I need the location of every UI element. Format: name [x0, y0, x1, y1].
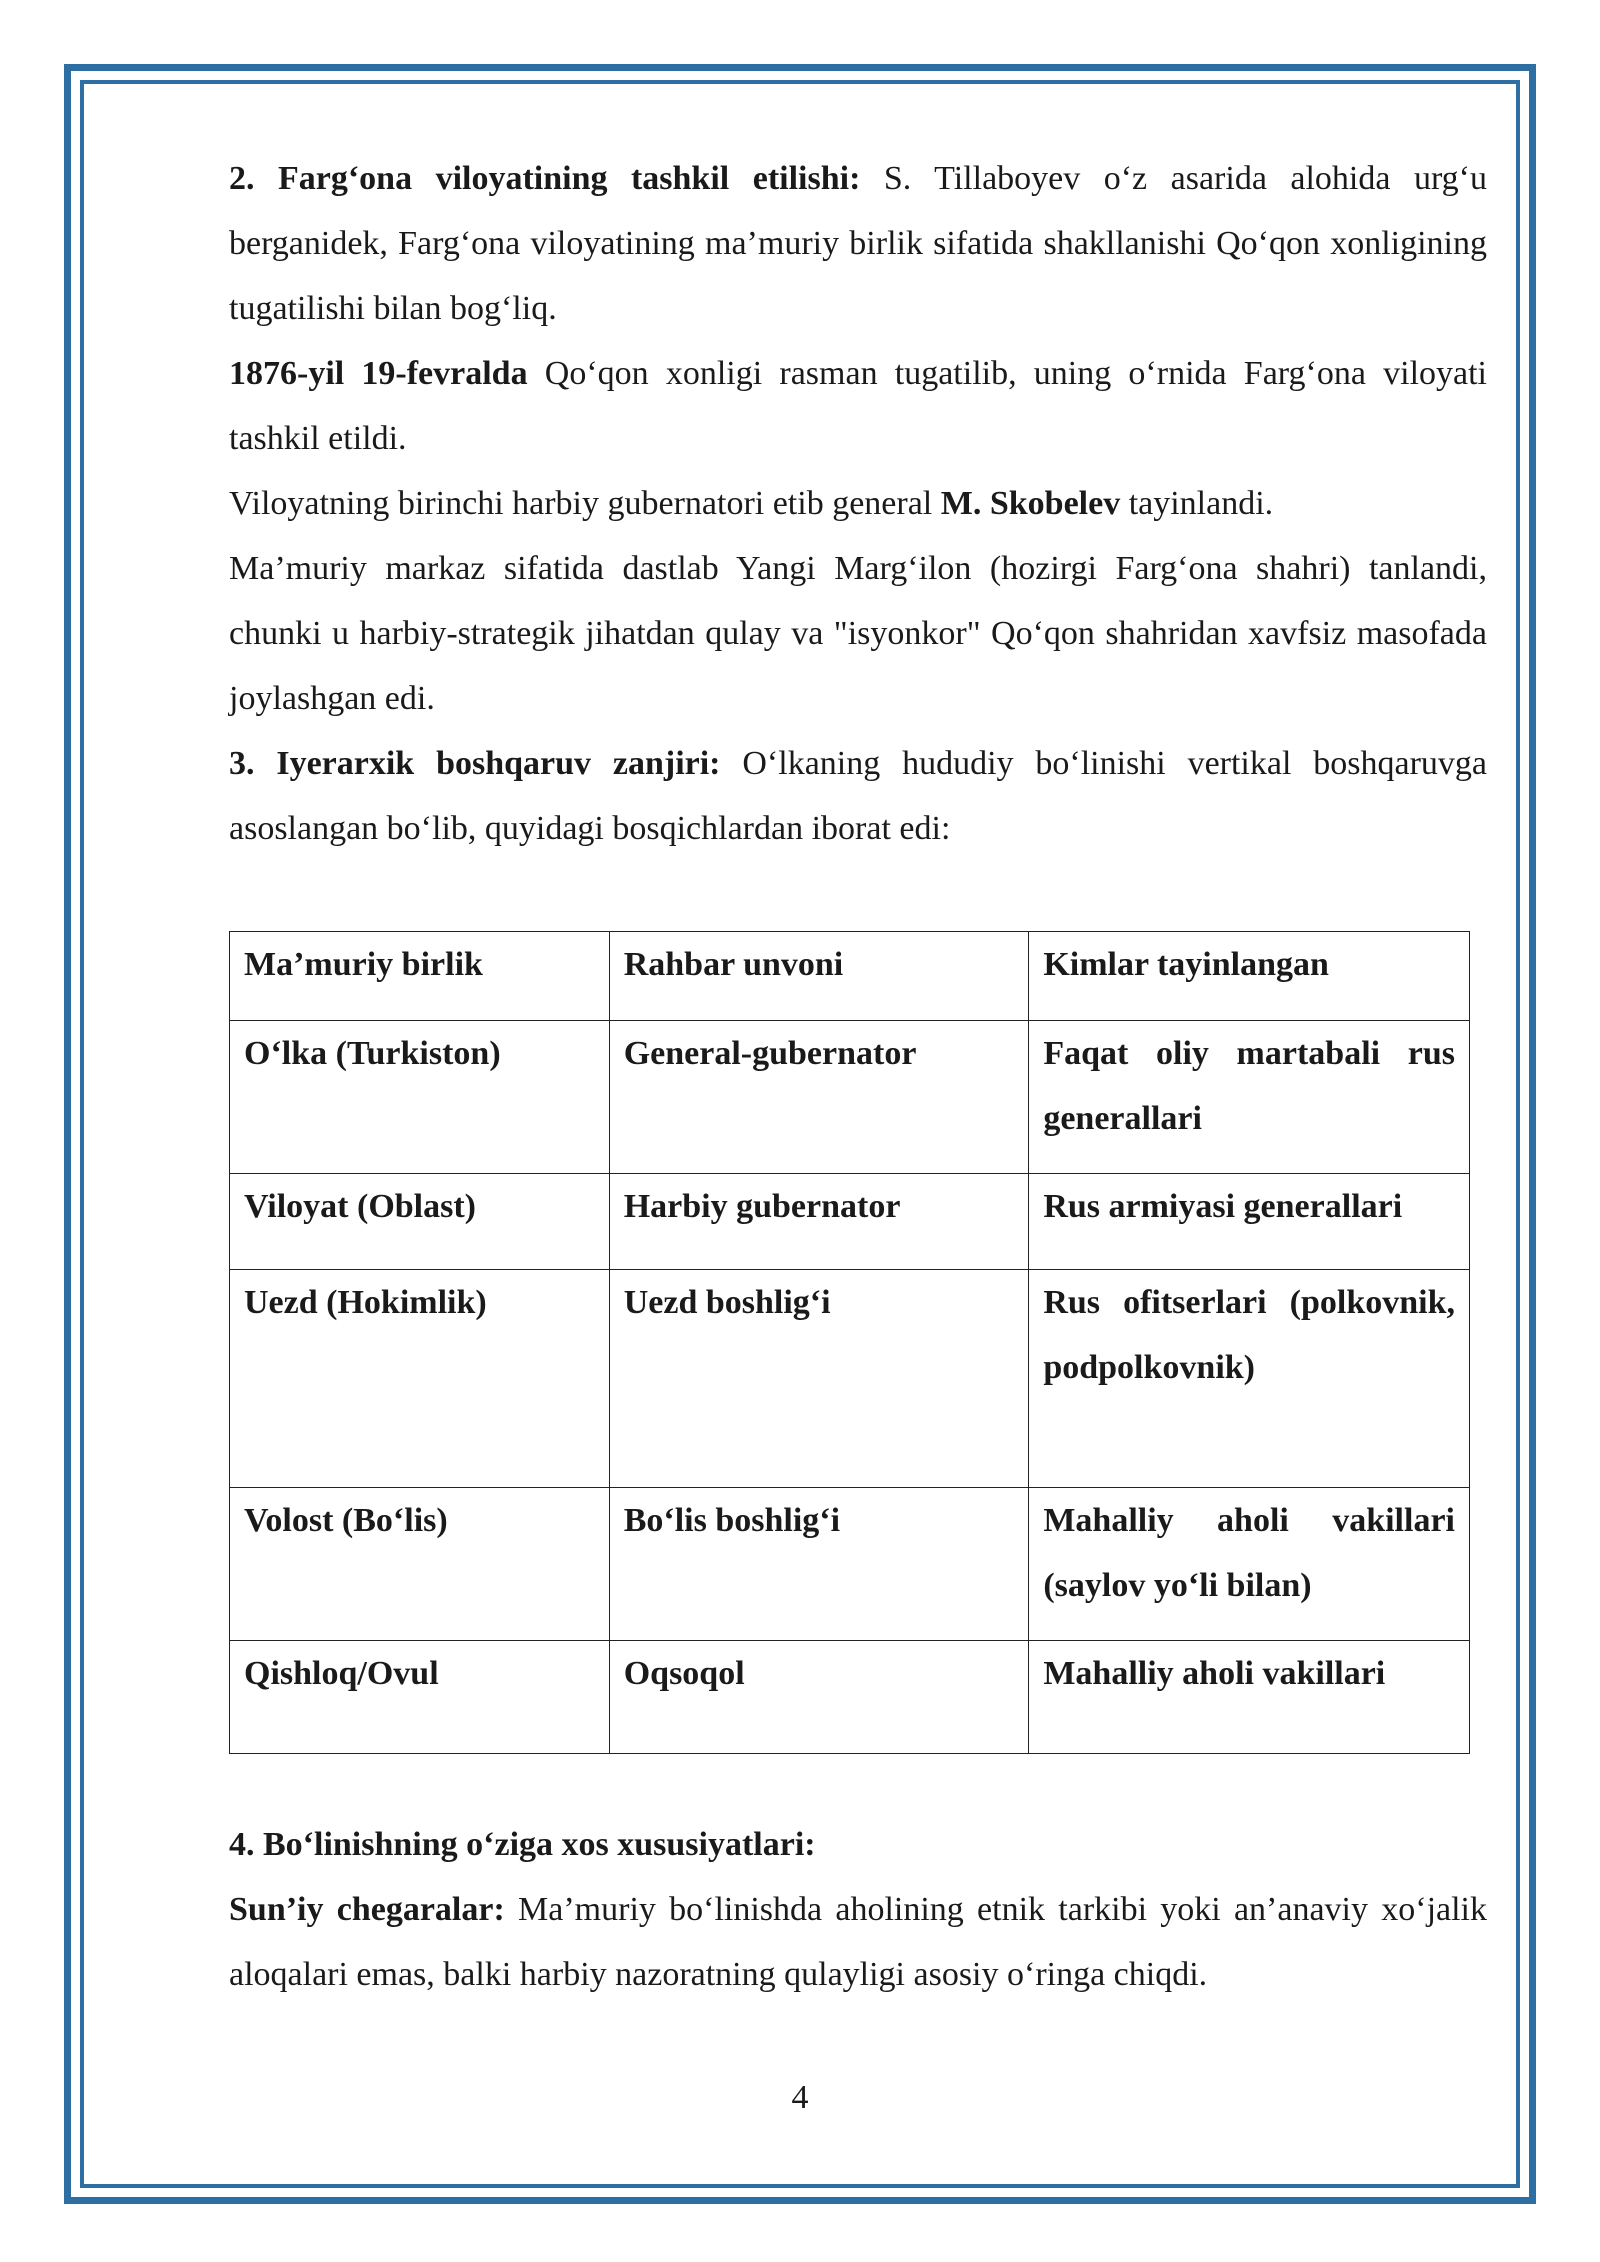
- section-4-heading: [229, 1812, 1487, 1877]
- table-cell: Mahalliy aholi vakillari (saylov yo‘li bilan): [1029, 1488, 1470, 1641]
- paragraph-text: tayinlandi.: [1120, 485, 1274, 522]
- document-body: [229, 146, 1487, 861]
- table-cell: Bo‘lis boshlig‘i: [609, 1488, 1029, 1641]
- table-cell: Rus ofitserlari (polkovnik, podpolkovnik): [1029, 1270, 1470, 1488]
- paragraph-text: O‘lkaning hududiy bo‘linishi vertikal boshqaruvga asoslangan bo‘lib, quyidagi bosqichlardan iborat edi:: [229, 745, 1487, 847]
- table-cell: O‘lka (Turkiston): [230, 1021, 610, 1174]
- date-highlight: 1876-yil 19-fevralda: [229, 355, 528, 392]
- table-cell: Rus armiyasi generallari: [1029, 1174, 1470, 1270]
- table-cell: Volost (Bo‘lis): [230, 1488, 610, 1641]
- table-cell: Faqat oliy martabali rus generallari: [1029, 1021, 1470, 1174]
- table-row: [230, 1488, 1470, 1641]
- table-cell: Mahalliy aholi vakillari: [1029, 1641, 1470, 1754]
- table-header-row: [230, 932, 1470, 1021]
- table-cell: General-gubernator: [609, 1021, 1029, 1174]
- table-cell: Harbiy gubernator: [609, 1174, 1029, 1270]
- paragraph-governor: [229, 471, 1487, 536]
- section-2-heading: 2. Farg‘ona viloyatining tashkil etilishi:: [229, 160, 861, 197]
- paragraph-date: [229, 341, 1487, 471]
- artificial-borders-term: Sun’iy chegaralar:: [229, 1891, 505, 1928]
- table-header-cell: Kimlar tayinlangan: [1029, 932, 1470, 1021]
- table-header-cell: Rahbar unvoni: [609, 932, 1029, 1021]
- table-cell: Qishloq/Ovul: [230, 1641, 610, 1754]
- section-4-heading-text: 4. Bo‘linishning o‘ziga xos xususiyatlari:: [229, 1826, 816, 1863]
- paragraph-text: Viloyatning birinchi harbiy gubernatori etib general: [229, 485, 941, 522]
- paragraph-fergana-formation: [229, 146, 1487, 341]
- table-cell: Viloyat (Oblast): [230, 1174, 610, 1270]
- table-cell: Uezd (Hokimlik): [230, 1270, 610, 1488]
- table-row: [230, 1270, 1470, 1488]
- paragraph-text: Qo‘qon xonligi rasman tugatilib, uning o‘rnida Farg‘ona viloyati tashkil etildi.: [229, 355, 1487, 457]
- paragraph-admin-center: Ma’muriy markaz sifatida dastlab Yangi Marg‘ilon (hozirgi Farg‘ona shahri) tanlandi, chunki u harbiy-strategik jihatdan qulay va "isyonkor" Qo‘qon shahridan xavfsiz masofada joylashgan edi.: [229, 550, 1487, 717]
- administrative-hierarchy-table: [229, 931, 1470, 1754]
- table-row: [230, 1641, 1470, 1754]
- table-row: [230, 1174, 1470, 1270]
- paragraph-text: Ma’muriy bo‘linishda aholining etnik tarkibi yoki an’anaviy xo‘jalik aloqalari emas, balki harbiy nazoratning qulayligi asosiy o‘ringa chiqdi.: [229, 1891, 1488, 1993]
- governor-name: M. Skobelev: [940, 485, 1121, 522]
- table-cell: Uezd boshlig‘i: [609, 1270, 1029, 1488]
- table-row: [230, 1021, 1470, 1174]
- paragraph-hierarchy: [229, 731, 1487, 861]
- table-header-cell: Ma’muriy birlik: [230, 932, 610, 1021]
- section-3-heading: 3. Iyerarxik boshqaruv zanjiri:: [229, 745, 721, 782]
- paragraph-text: S. Tillaboyev o‘z asarida alohida urg‘u berganidek, Farg‘ona viloyatining ma’muriy birlik sifatida shakllanishi Qo‘qon xonligining tugatilishi bilan bog‘liq.: [229, 160, 1487, 327]
- table-cell: Oqsoqol: [609, 1641, 1029, 1754]
- page-number: 4: [791, 2079, 809, 2116]
- paragraph-artificial-borders: [229, 1877, 1487, 2007]
- section-4: [229, 1812, 1487, 2007]
